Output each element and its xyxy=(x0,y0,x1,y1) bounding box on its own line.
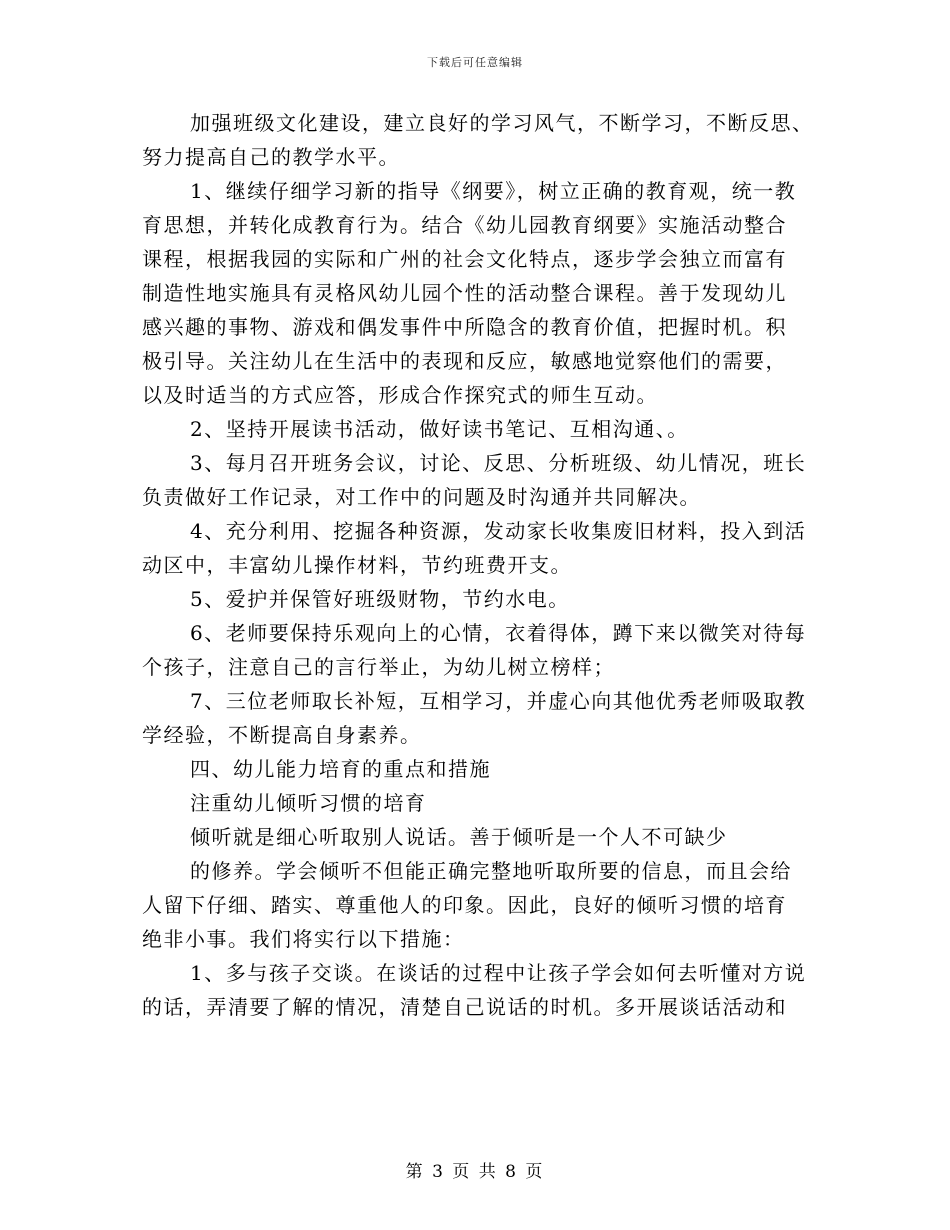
text-line: 4、充分利用、挖掘各种资源，发动家长收集废旧材料，投入到活 xyxy=(190,519,807,543)
text-line: 人留下仔细、踏实、尊重他人的印象。因此，良好的倾听习惯的培育 xyxy=(142,893,787,917)
document-body xyxy=(142,106,814,1024)
text-line: 1、多与孩子交谈。在谈话的过程中让孩子学会如何去听懂对方说 xyxy=(190,961,807,985)
text-line: 绝非小事。我们将实行以下措施： xyxy=(142,927,465,951)
text-line: 个孩子，注意自己的言行举止，为幼儿树立榜样； xyxy=(142,655,615,679)
text-line: 动区中，丰富幼儿操作材料，节约班费开支。 xyxy=(142,553,572,577)
text-line: 的修养。学会倾听不但能正确完整地听取所要的信息，而且会给 xyxy=(190,859,792,883)
page-footer: 第 3 页 共 8 页 xyxy=(405,1162,545,1182)
text-line: 学经验，不断提高自身素养。 xyxy=(142,723,422,747)
text-line: 的话，弄清要了解的情况，清楚自己说话的时机。多开展谈话活动和 xyxy=(142,995,787,1019)
text-line: 2、坚持开展读书活动，做好读书笔记、互相沟通、。 xyxy=(190,417,689,441)
text-line: 感兴趣的事物、游戏和偶发事件中所隐含的教育价值，把握时机。积 xyxy=(142,315,787,339)
text-line: 1、继续仔细学习新的指导《纲要》，树立正确的教育观，统一教 xyxy=(190,179,797,203)
text-line: 加强班级文化建设，建立良好的学习风气，不断学习，不断反思、 xyxy=(190,111,814,135)
text-line: 努力提高自己的教学水平。 xyxy=(142,145,400,169)
text-line: 以及时适当的方式应答，形成合作探究式的师生互动。 xyxy=(142,383,658,407)
text-line: 7、三位老师取长补短，互相学习，并虚心向其他优秀老师吸取教 xyxy=(190,689,807,713)
text-line: 注重幼儿倾听习惯的培育 xyxy=(190,791,427,815)
text-line: 育思想，并转化成教育行为。结合《幼儿园教育纲要》实施活动整合 xyxy=(142,213,787,237)
text-line: 6、老师要保持乐观向上的心情，衣着得体，蹲下来以微笑对待每 xyxy=(190,621,807,645)
text-line: 制造性地实施具有灵格风幼儿园个性的活动整合课程。善于发现幼儿 xyxy=(142,281,787,305)
text-line: 负责做好工作记录，对工作中的问题及时沟通并共同解决。 xyxy=(142,485,701,509)
text-line: 3、每月召开班务会议，讨论、反思、分析班级、幼儿情况，班长 xyxy=(190,451,807,475)
text-line: 四、幼儿能力培育的重点和措施 xyxy=(190,757,491,781)
text-line: 倾听就是细心听取别人说话。善于倾听是一个人不可缺少 xyxy=(190,825,728,849)
page-header: 下载后可任意编辑 xyxy=(427,56,523,69)
text-line: 极引导。关注幼儿在生活中的表现和反应，敏感地觉察他们的需要， xyxy=(142,349,787,373)
text-line: 5、爱护并保管好班级财物，节约水电。 xyxy=(190,587,570,611)
text-line: 课程，根据我园的实际和广州的社会文化特点，逐步学会独立而富有 xyxy=(142,247,787,271)
